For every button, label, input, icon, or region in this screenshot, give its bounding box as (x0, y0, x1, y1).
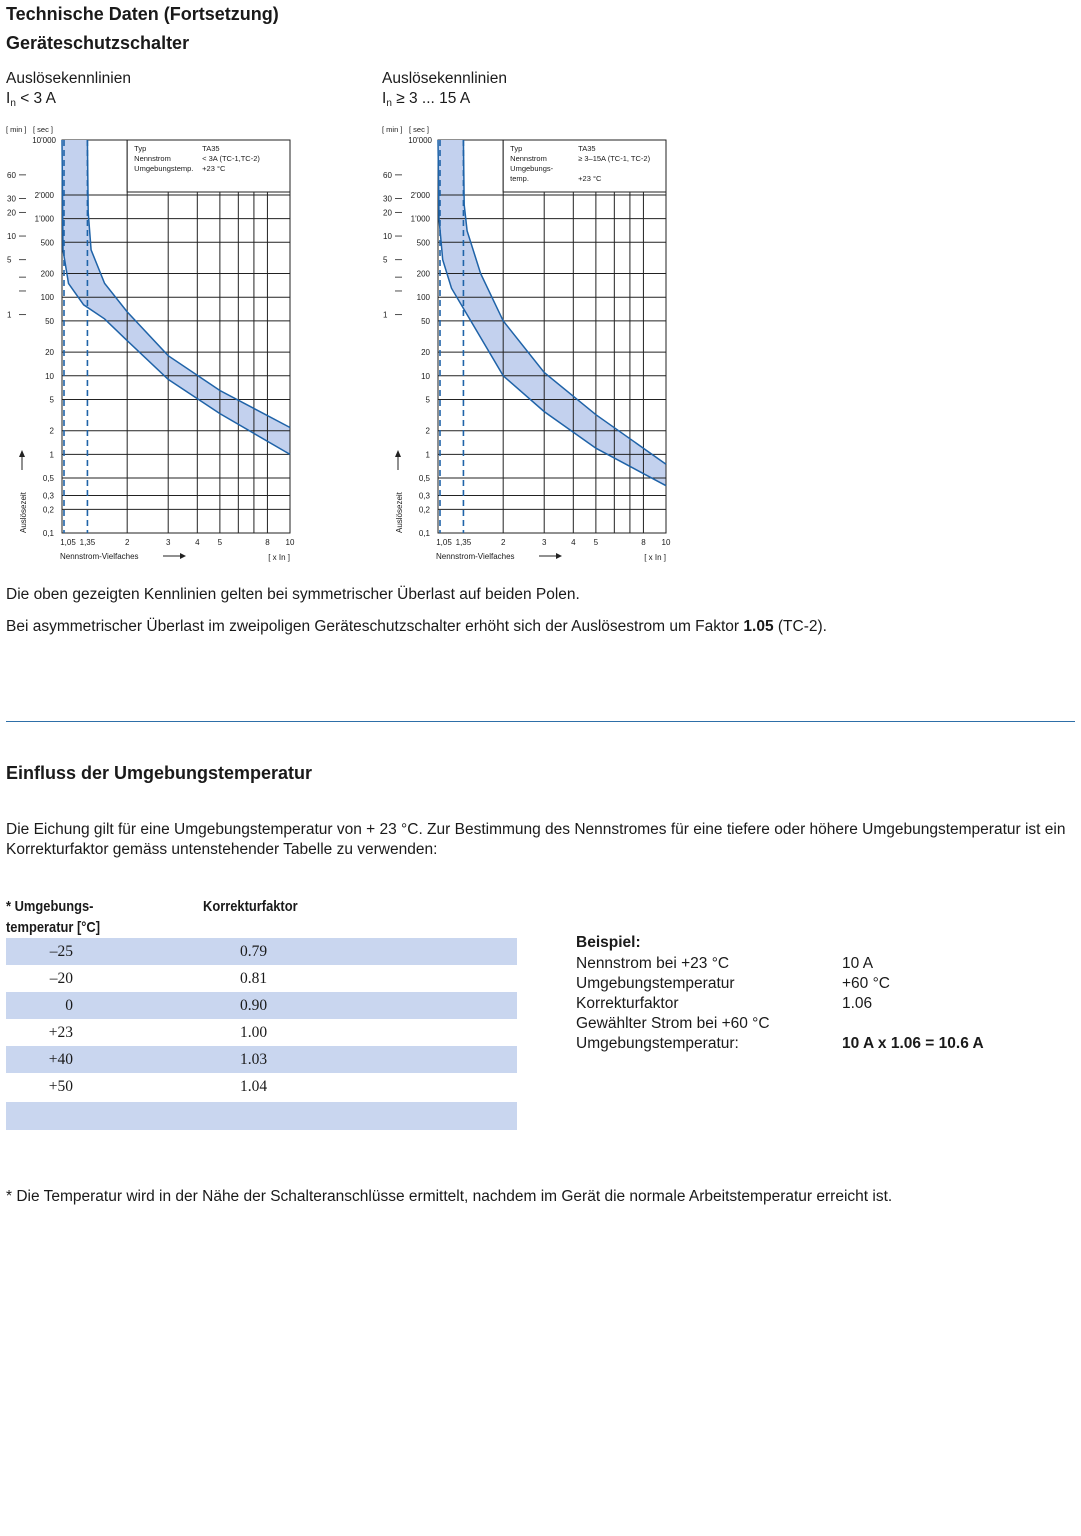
trip-curve-chart-1 (0, 120, 310, 570)
plot-frame (438, 140, 666, 533)
x-tick-label: 10 (661, 538, 671, 547)
y-axis-arrowhead (395, 450, 401, 457)
sec-tick-label: 2'000 (34, 190, 54, 200)
info-umgebung-value: +23 °C (578, 174, 602, 183)
x-axis-arrowhead (556, 553, 562, 559)
sec-tick-label: 10 (421, 371, 430, 381)
example-title: Beispiel: (576, 934, 641, 951)
sec-tick-label: 500 (40, 238, 54, 248)
min-tick-label: 60 (7, 170, 16, 180)
y-axis-arrowhead (19, 450, 25, 457)
sec-tick-label: 0,3 (42, 491, 54, 501)
plot-frame (62, 140, 290, 533)
table-row-empty (6, 1102, 517, 1130)
info-nennstrom-label: Nennstrom (134, 154, 171, 163)
temperature-heading: Einfluss der Umgebungstemperatur (6, 763, 313, 783)
min-tick-label: 10 (7, 232, 16, 242)
sec-tick-label: 500 (416, 238, 430, 248)
section-divider (6, 721, 1075, 722)
sec-tick-label: 50 (421, 316, 430, 326)
chart1-condition: $I_n < 3$ A (6, 90, 56, 109)
example-value: +60 °C (842, 975, 890, 992)
sec-tick-label: 5 (425, 395, 430, 405)
x-tick-label: 8 (641, 538, 646, 547)
x-axis-label: Nennstrom-Vielfaches (60, 552, 139, 561)
info-typ-value: TA35 (578, 144, 596, 153)
sec-tick-label: 5 (49, 395, 54, 405)
x-tick-label: 8 (265, 538, 270, 547)
sec-tick-label: 1'000 (410, 214, 430, 224)
info-umgebung-label2: temp. (510, 174, 529, 183)
sec-tick-label: 100 (416, 293, 430, 303)
unit-min-label: [ min ] (6, 125, 27, 134)
x-tick-label: 1,05 (436, 538, 452, 547)
min-tick-label: 1 (7, 310, 12, 320)
page-title: Technische Daten (Fortsetzung) (6, 4, 279, 24)
sec-tick-label: 1'000 (34, 214, 54, 224)
sec-tick-label: 100 (40, 293, 54, 303)
sec-tick-label: 1 (425, 450, 430, 460)
x-tick-label: 1,05 (60, 538, 76, 547)
info-umgebung-label: Umgebungstemp. (134, 164, 194, 173)
sec-tick-label: 0,2 (42, 505, 54, 515)
example-label: Umgebungstemperatur: (576, 1035, 739, 1052)
sec-tick-label: 20 (45, 348, 54, 358)
trip-curve-chart-2 (376, 120, 686, 570)
x-tick-label: 5 (217, 538, 223, 547)
note-asymmetric: Bei asymmetrischer Überlast im zweipoligen Geräteschutzschalter erhöht sich der Auslösestrom um Faktor 1.05 (TC-2). (6, 618, 827, 635)
x-tick-label: 1,35 (455, 538, 472, 547)
example-label: Umgebungstemperatur (576, 975, 735, 992)
info-umgebung-label: Umgebungs- (510, 164, 554, 173)
note-symmetric: Die oben gezeigten Kennlinien gelten bei symmetrischer Überlast auf beiden Polen. (6, 586, 580, 603)
table-row: –20 0.81 (49, 970, 268, 987)
info-nennstrom-value: ≥ 3–15A (TC-1, TC-2) (578, 154, 651, 163)
sec-tick-label: 0,5 (42, 474, 54, 484)
table-header-temperature: * Umgebungs- temperatur [°C] (6, 898, 101, 936)
sec-tick-label: 10'000 (32, 136, 56, 145)
chart2-caption: Auslösekennlinien (382, 70, 507, 87)
table-row: –25 0.79 (6, 938, 517, 965)
page-subtitle: Geräteschutzschalter (6, 33, 190, 53)
footnote: * Die Temperatur wird in der Nähe der Schalteranschlüsse ermittelt, nachdem im Gerät die normale Arbeitstemperatur erreicht ist. (6, 1188, 893, 1205)
example-label: Gewählter Strom bei +60 °C (576, 1015, 770, 1032)
x-tick-label: 1,35 (79, 538, 96, 547)
temperature-text: Die Eichung gilt für eine Umgebungstemperatur von + 23 °C. Zur Bestimmung des Nennstromes für eine tiefere oder höhere Umgebungstemperatur ist ein Korrekturfaktor gemäss untenstehender Tabelle zu verwenden: (6, 821, 1066, 858)
x-axis-arrowhead (180, 553, 186, 559)
sec-tick-label: 50 (45, 316, 54, 326)
x-tick-label: 4 (571, 538, 576, 547)
chart2-condition: $I_n \ge 3$ ... 15 A (382, 90, 471, 109)
y-axis-label: Auslösezeit (19, 492, 28, 533)
unit-sec-label: [ sec ] (33, 125, 54, 134)
min-tick-label: 1 (383, 310, 388, 320)
x-tick-label: 2 (124, 538, 130, 547)
x-tick-label: 3 (541, 538, 547, 547)
x-tick-label: 5 (593, 538, 599, 547)
table-header-factor: Korrekturfaktor (203, 898, 298, 915)
example-value: 1.06 (842, 995, 873, 1012)
example-value: 10 A (842, 955, 874, 972)
x-tick-label: 10 (285, 538, 295, 547)
sec-tick-label: 0,2 (418, 505, 430, 515)
unit-min-label: [ min ] (382, 125, 403, 134)
sec-tick-label: 1 (49, 450, 54, 460)
example-label: Korrekturfaktor (576, 995, 679, 1012)
min-tick-label: 10 (383, 232, 392, 242)
sec-tick-label: 0,1 (418, 529, 430, 538)
x-unit-label: [ x In ] (268, 553, 290, 562)
min-tick-label: 5 (383, 255, 388, 265)
y-axis-label: Auslösezeit (395, 492, 404, 533)
info-umgebung-value: +23 °C (202, 164, 226, 173)
info-typ-value: TA35 (202, 144, 220, 153)
min-tick-label: 60 (383, 170, 392, 180)
info-nennstrom-value: < 3A (TC-1,TC-2) (202, 154, 260, 163)
x-tick-label: 4 (195, 538, 200, 547)
sec-tick-label: 20 (421, 348, 430, 358)
min-tick-label: 30 (383, 194, 392, 204)
sec-tick-label: 0,1 (42, 529, 54, 538)
table-row: +23 1.00 (48, 1024, 268, 1041)
min-tick-label: 5 (7, 255, 12, 265)
sec-tick-label: 10 (45, 371, 54, 381)
min-tick-label: 20 (383, 208, 392, 218)
info-typ-label: Typ (134, 144, 147, 153)
sec-tick-label: 0,3 (418, 491, 430, 501)
info-nennstrom-label: Nennstrom (510, 154, 547, 163)
x-unit-label: [ x In ] (644, 553, 666, 562)
sec-tick-label: 2 (425, 426, 430, 436)
unit-sec-label: [ sec ] (409, 125, 430, 134)
sec-tick-label: 2 (49, 426, 54, 436)
sec-tick-label: 200 (416, 269, 430, 279)
x-tick-label: 3 (165, 538, 171, 547)
x-tick-label: 2 (500, 538, 506, 547)
table-row: +50 1.04 (48, 1078, 268, 1095)
example-result: 10 A x 1.06 = 10.6 A (842, 1035, 984, 1052)
min-tick-label: 20 (7, 208, 16, 218)
sec-tick-label: 2'000 (410, 190, 430, 200)
sec-tick-label: 10'000 (408, 136, 432, 145)
chart1-caption: Auslösekennlinien (6, 70, 131, 87)
info-typ-label: Typ (510, 144, 523, 153)
table-row: 0 0.90 (6, 992, 517, 1019)
sec-tick-label: 200 (40, 269, 54, 279)
min-tick-label: 30 (7, 194, 16, 204)
example-label: Nennstrom bei +23 °C (576, 955, 730, 972)
x-axis-label: Nennstrom-Vielfaches (436, 552, 515, 561)
sec-tick-label: 0,5 (418, 474, 430, 484)
table-row: +40 1.03 (6, 1046, 517, 1073)
